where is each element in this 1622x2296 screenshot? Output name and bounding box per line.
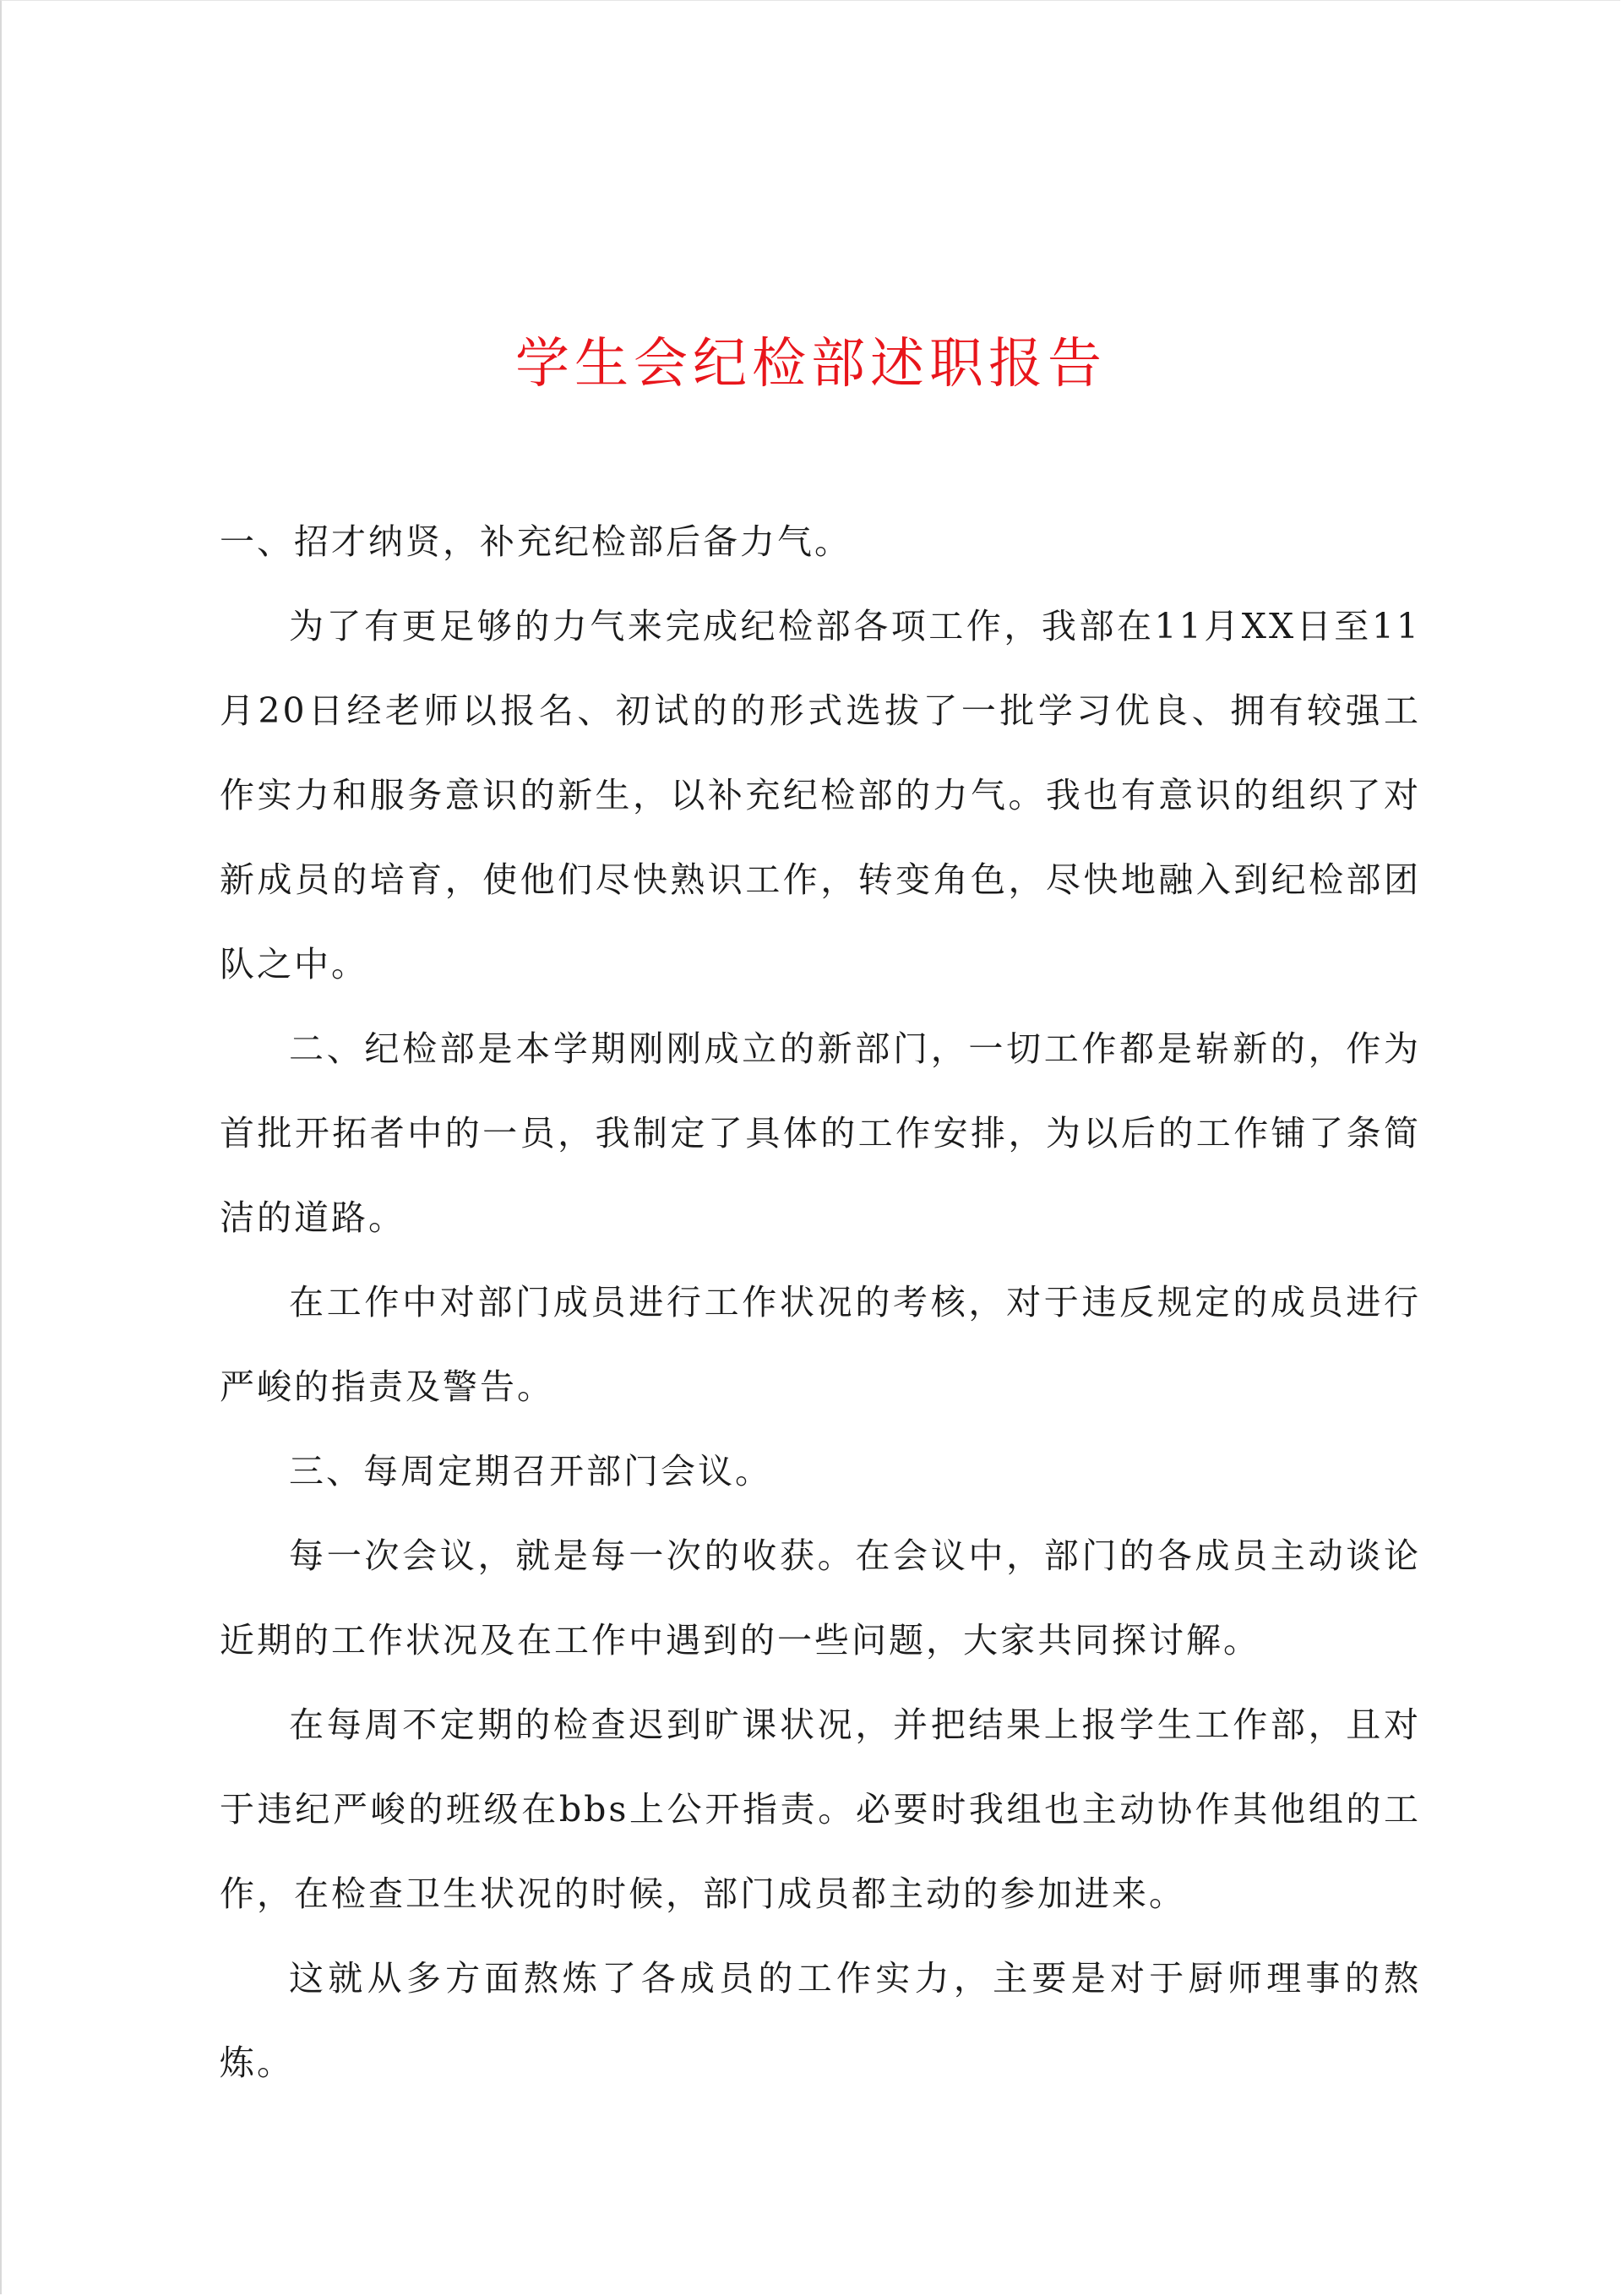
document-body xyxy=(220,499,1421,2105)
paragraph: 为了有更足够的力气来完成纪检部各项工作，我部在11月XX日至11月20日经老师以报名、初试的的形式选拔了一批学习优良、拥有较强工作实力和服务意识的新生，以补充纪检部的力气。我也有意识的组织了对新成员的培育，使他们尽快熟识工作，转变角色，尽快地融入到纪检部团队之中。 xyxy=(220,606,1421,984)
paragraph-section-1-heading: 一、招才纳贤，补充纪检部后备力气。 xyxy=(220,521,852,562)
paragraph: 这就从多方面熬炼了各成员的工作实力，主要是对于厨师理事的熬炼。 xyxy=(220,1958,1421,2083)
paragraph: 每一次会议，就是每一次的收获。在会议中，部门的各成员主动谈论近期的工作状况及在工作中遇到的一些问题，大家共同探讨解。 xyxy=(220,1535,1421,1661)
document-title: 学生会纪检部述职报告 xyxy=(515,333,1107,395)
paragraph: 二、纪检部是本学期刚刚成立的新部门，一切工作都是崭新的，作为首批开拓者中的一员，我制定了具体的工作安排，为以后的工作铺了条简洁的道路。 xyxy=(220,1028,1421,1238)
paragraph: 在每周不定期的检查迟到旷课状况，并把结果上报学生工作部，且对于违纪严峻的班级在bbs上公开指责。必要时我组也主动协作其他组的工作，在检查卫生状况的时候，部门成员都主动的参加进来。 xyxy=(220,1704,1421,1914)
paragraph-section-3-heading: 三、每周定期召开部门会议。 xyxy=(289,1451,772,1492)
paragraph: 在工作中对部门成员进行工作状况的考核，对于违反规定的成员进行严峻的指责及警告。 xyxy=(220,1282,1421,1407)
